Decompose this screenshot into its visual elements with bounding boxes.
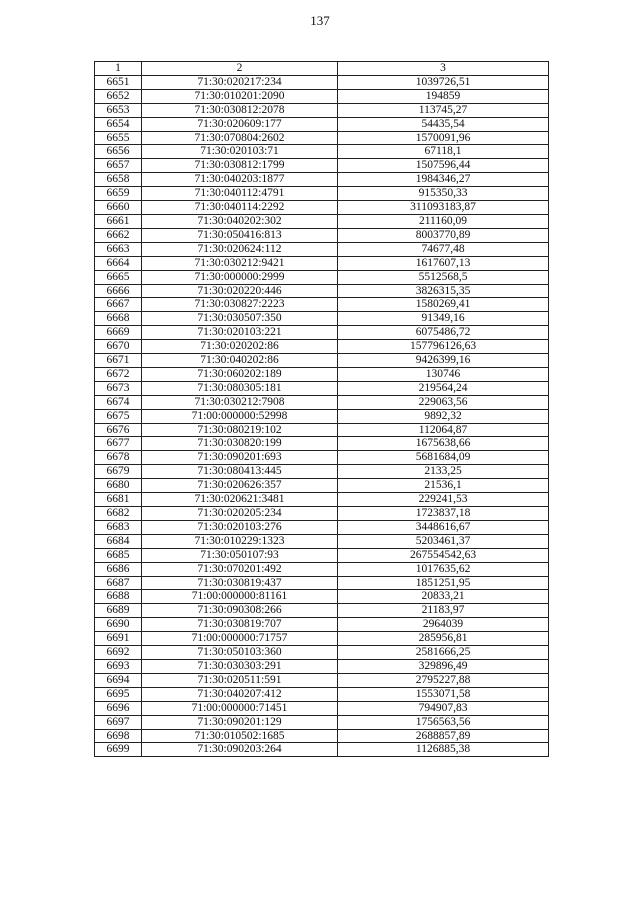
row-number-cell: 6661	[95, 214, 142, 228]
cadastral-number-cell: 71:30:020609:177	[142, 117, 338, 131]
row-number-cell: 6676	[95, 423, 142, 437]
value-cell: 5681684,09	[338, 451, 549, 465]
table-row	[95, 632, 549, 646]
row-number-cell: 6690	[95, 618, 142, 632]
cadastral-number-cell: 71:30:040202:86	[142, 354, 338, 368]
row-number-cell: 6672	[95, 367, 142, 381]
value-cell: 1723837,18	[338, 507, 549, 521]
cadastral-number-cell: 71:30:030820:199	[142, 437, 338, 451]
table-row	[95, 437, 549, 451]
value-cell: 194859	[338, 89, 549, 103]
table-row	[95, 117, 549, 131]
cadastral-number-cell: 71:30:040112:4791	[142, 187, 338, 201]
row-number-cell: 6681	[95, 493, 142, 507]
row-number-cell: 6696	[95, 701, 142, 715]
value-cell: 229063,56	[338, 395, 549, 409]
value-cell: 1675638,66	[338, 437, 549, 451]
row-number-cell: 6656	[95, 145, 142, 159]
cadastral-number-cell: 71:30:090203:264	[142, 743, 338, 757]
row-number-cell: 6683	[95, 520, 142, 534]
row-number-cell: 6652	[95, 89, 142, 103]
table-row	[95, 103, 549, 117]
row-number-cell: 6662	[95, 228, 142, 242]
value-cell: 915350,33	[338, 187, 549, 201]
table-row	[95, 298, 549, 312]
table-row	[95, 89, 549, 103]
column-header-2: 2	[142, 62, 338, 76]
value-cell: 113745,27	[338, 103, 549, 117]
cadastral-number-cell: 71:30:030819:707	[142, 618, 338, 632]
cadastral-number-cell: 71:30:040207:412	[142, 687, 338, 701]
cadastral-number-cell: 71:00:000000:71757	[142, 632, 338, 646]
value-cell: 3448616,67	[338, 520, 549, 534]
row-number-cell: 6658	[95, 173, 142, 187]
table-body	[95, 75, 549, 756]
table-row	[95, 242, 549, 256]
row-number-cell: 6667	[95, 298, 142, 312]
cadastral-number-cell: 71:30:030507:350	[142, 312, 338, 326]
value-cell: 1507596,44	[338, 159, 549, 173]
cadastral-number-cell: 71:30:030819:437	[142, 576, 338, 590]
cadastral-number-cell: 71:30:030303:291	[142, 659, 338, 673]
row-number-cell: 6655	[95, 131, 142, 145]
table-row	[95, 604, 549, 618]
cadastral-number-cell: 71:30:000000:2999	[142, 270, 338, 284]
table-row	[95, 687, 549, 701]
table-row	[95, 159, 549, 173]
cadastral-number-cell: 71:30:060202:189	[142, 367, 338, 381]
table-row	[95, 562, 549, 576]
table-row	[95, 659, 549, 673]
cadastral-number-cell: 71:00:000000:52998	[142, 409, 338, 423]
value-cell: 67118,1	[338, 145, 549, 159]
table-row	[95, 465, 549, 479]
value-cell: 2133,25	[338, 465, 549, 479]
cadastral-number-cell: 71:30:050416:813	[142, 228, 338, 242]
row-number-cell: 6677	[95, 437, 142, 451]
cadastral-number-cell: 71:30:080219:102	[142, 423, 338, 437]
value-cell: 91349,16	[338, 312, 549, 326]
row-number-cell: 6674	[95, 395, 142, 409]
row-number-cell: 6668	[95, 312, 142, 326]
cadastral-number-cell: 71:30:020217:234	[142, 75, 338, 89]
column-header-3: 3	[338, 62, 549, 76]
value-cell: 1039726,51	[338, 75, 549, 89]
row-number-cell: 6693	[95, 659, 142, 673]
row-number-cell: 6695	[95, 687, 142, 701]
table-row	[95, 743, 549, 757]
table-row	[95, 340, 549, 354]
cadastral-number-cell: 71:30:010229:1323	[142, 534, 338, 548]
table-row	[95, 131, 549, 145]
cadastral-number-cell: 71:30:010502:1685	[142, 729, 338, 743]
value-cell: 1017635,62	[338, 562, 549, 576]
row-number-cell: 6670	[95, 340, 142, 354]
cadastral-number-cell: 71:30:020220:446	[142, 284, 338, 298]
table-row	[95, 381, 549, 395]
table-row	[95, 270, 549, 284]
cadastral-number-cell: 71:30:030212:7908	[142, 395, 338, 409]
table-row	[95, 256, 549, 270]
cadastral-number-cell: 71:30:020511:591	[142, 673, 338, 687]
value-cell: 8003770,89	[338, 228, 549, 242]
cadastral-number-cell: 71:30:030812:1799	[142, 159, 338, 173]
value-cell: 130746	[338, 367, 549, 381]
table-row	[95, 326, 549, 340]
cadastral-number-cell: 71:30:030827:2223	[142, 298, 338, 312]
value-cell: 112064,87	[338, 423, 549, 437]
cadastral-number-cell: 71:30:040202:302	[142, 214, 338, 228]
value-cell: 3826315,35	[338, 284, 549, 298]
row-number-cell: 6659	[95, 187, 142, 201]
table-row	[95, 395, 549, 409]
row-number-cell: 6686	[95, 562, 142, 576]
value-cell: 219564,24	[338, 381, 549, 395]
value-cell: 285956,81	[338, 632, 549, 646]
value-cell: 1126885,38	[338, 743, 549, 757]
table-row	[95, 451, 549, 465]
value-cell: 1984346,27	[338, 173, 549, 187]
row-number-cell: 6688	[95, 590, 142, 604]
cadastral-number-cell: 71:30:020626:357	[142, 479, 338, 493]
cadastral-number-cell: 71:30:090201:693	[142, 451, 338, 465]
value-cell: 2795227,88	[338, 673, 549, 687]
table-row	[95, 201, 549, 215]
table-row	[95, 214, 549, 228]
cadastral-number-cell: 71:30:010201:2090	[142, 89, 338, 103]
value-cell: 9892,32	[338, 409, 549, 423]
cadastral-number-cell: 71:30:050107:93	[142, 548, 338, 562]
table-row	[95, 701, 549, 715]
value-cell: 54435,54	[338, 117, 549, 131]
cadastral-number-cell: 71:30:020202:86	[142, 340, 338, 354]
value-cell: 1756563,56	[338, 715, 549, 729]
header-row	[95, 62, 549, 76]
value-cell: 5512568,5	[338, 270, 549, 284]
value-cell: 229241,53	[338, 493, 549, 507]
table-row	[95, 590, 549, 604]
row-number-cell: 6651	[95, 75, 142, 89]
row-number-cell: 6682	[95, 507, 142, 521]
row-number-cell: 6678	[95, 451, 142, 465]
row-number-cell: 6673	[95, 381, 142, 395]
table-row	[95, 409, 549, 423]
cadastral-number-cell: 71:30:070201:492	[142, 562, 338, 576]
cadastral-number-cell: 71:00:000000:71451	[142, 701, 338, 715]
value-cell: 2688857,89	[338, 729, 549, 743]
table-row	[95, 312, 549, 326]
cadastral-number-cell: 71:30:090201:129	[142, 715, 338, 729]
table-row	[95, 228, 549, 242]
cadastral-number-cell: 71:30:030812:2078	[142, 103, 338, 117]
cadastral-number-cell: 71:30:080413:445	[142, 465, 338, 479]
table-row	[95, 673, 549, 687]
row-number-cell: 6680	[95, 479, 142, 493]
row-number-cell: 6675	[95, 409, 142, 423]
table-row	[95, 423, 549, 437]
value-cell: 20833,21	[338, 590, 549, 604]
table-row	[95, 173, 549, 187]
table-row	[95, 576, 549, 590]
cadastral-number-cell: 71:30:040203:1877	[142, 173, 338, 187]
table-row	[95, 75, 549, 89]
cadastral-number-cell: 71:30:020103:71	[142, 145, 338, 159]
row-number-cell: 6694	[95, 673, 142, 687]
cadastral-number-cell: 71:30:090308:266	[142, 604, 338, 618]
cadastral-number-cell: 71:00:000000:81161	[142, 590, 338, 604]
cadastral-number-cell: 71:30:050103:360	[142, 646, 338, 660]
value-cell: 1617607,13	[338, 256, 549, 270]
row-number-cell: 6698	[95, 729, 142, 743]
cadastral-number-cell: 71:30:020621:3481	[142, 493, 338, 507]
page-number: 137	[310, 13, 330, 28]
value-cell: 157796126,63	[338, 340, 549, 354]
row-number-cell: 6663	[95, 242, 142, 256]
row-number-cell: 6671	[95, 354, 142, 368]
table-row	[95, 284, 549, 298]
table-header	[95, 62, 549, 76]
row-number-cell: 6666	[95, 284, 142, 298]
table-row	[95, 618, 549, 632]
value-cell: 1580269,41	[338, 298, 549, 312]
value-cell: 1570091,96	[338, 131, 549, 145]
value-cell: 6075486,72	[338, 326, 549, 340]
row-number-cell: 6699	[95, 743, 142, 757]
row-number-cell: 6654	[95, 117, 142, 131]
table-row	[95, 729, 549, 743]
value-cell: 1851251,95	[338, 576, 549, 590]
value-cell: 21183,97	[338, 604, 549, 618]
table-row	[95, 479, 549, 493]
table-row	[95, 534, 549, 548]
table-row	[95, 548, 549, 562]
value-cell: 311093183,87	[338, 201, 549, 215]
row-number-cell: 6669	[95, 326, 142, 340]
row-number-cell: 6679	[95, 465, 142, 479]
row-number-cell: 6691	[95, 632, 142, 646]
table-row	[95, 520, 549, 534]
table-row	[95, 646, 549, 660]
data-table	[94, 61, 549, 757]
value-cell: 267554542,63	[338, 548, 549, 562]
cadastral-number-cell: 71:30:020103:221	[142, 326, 338, 340]
value-cell: 1553071,58	[338, 687, 549, 701]
row-number-cell: 6657	[95, 159, 142, 173]
value-cell: 2581666,25	[338, 646, 549, 660]
value-cell: 794907,83	[338, 701, 549, 715]
table-row	[95, 187, 549, 201]
table-row	[95, 367, 549, 381]
cadastral-number-cell: 71:30:020624:112	[142, 242, 338, 256]
value-cell: 21536,1	[338, 479, 549, 493]
row-number-cell: 6684	[95, 534, 142, 548]
table-row	[95, 507, 549, 521]
table-row	[95, 715, 549, 729]
row-number-cell: 6689	[95, 604, 142, 618]
value-cell: 5203461,37	[338, 534, 549, 548]
row-number-cell: 6664	[95, 256, 142, 270]
column-header-1: 1	[95, 62, 142, 76]
cadastral-number-cell: 71:30:020205:234	[142, 507, 338, 521]
row-number-cell: 6687	[95, 576, 142, 590]
row-number-cell: 6697	[95, 715, 142, 729]
cadastral-number-cell: 71:30:030212:9421	[142, 256, 338, 270]
table-row	[95, 145, 549, 159]
cadastral-number-cell: 71:30:070804:2602	[142, 131, 338, 145]
row-number-cell: 6665	[95, 270, 142, 284]
row-number-cell: 6653	[95, 103, 142, 117]
row-number-cell: 6692	[95, 646, 142, 660]
row-number-cell: 6660	[95, 201, 142, 215]
table-row	[95, 493, 549, 507]
cadastral-number-cell: 71:30:040114:2292	[142, 201, 338, 215]
value-cell: 74677,48	[338, 242, 549, 256]
value-cell: 9426399,16	[338, 354, 549, 368]
row-number-cell: 6685	[95, 548, 142, 562]
table-row	[95, 354, 549, 368]
cadastral-number-cell: 71:30:020103:276	[142, 520, 338, 534]
value-cell: 211160,09	[338, 214, 549, 228]
value-cell: 2964039	[338, 618, 549, 632]
cadastral-number-cell: 71:30:080305:181	[142, 381, 338, 395]
value-cell: 329896,49	[338, 659, 549, 673]
